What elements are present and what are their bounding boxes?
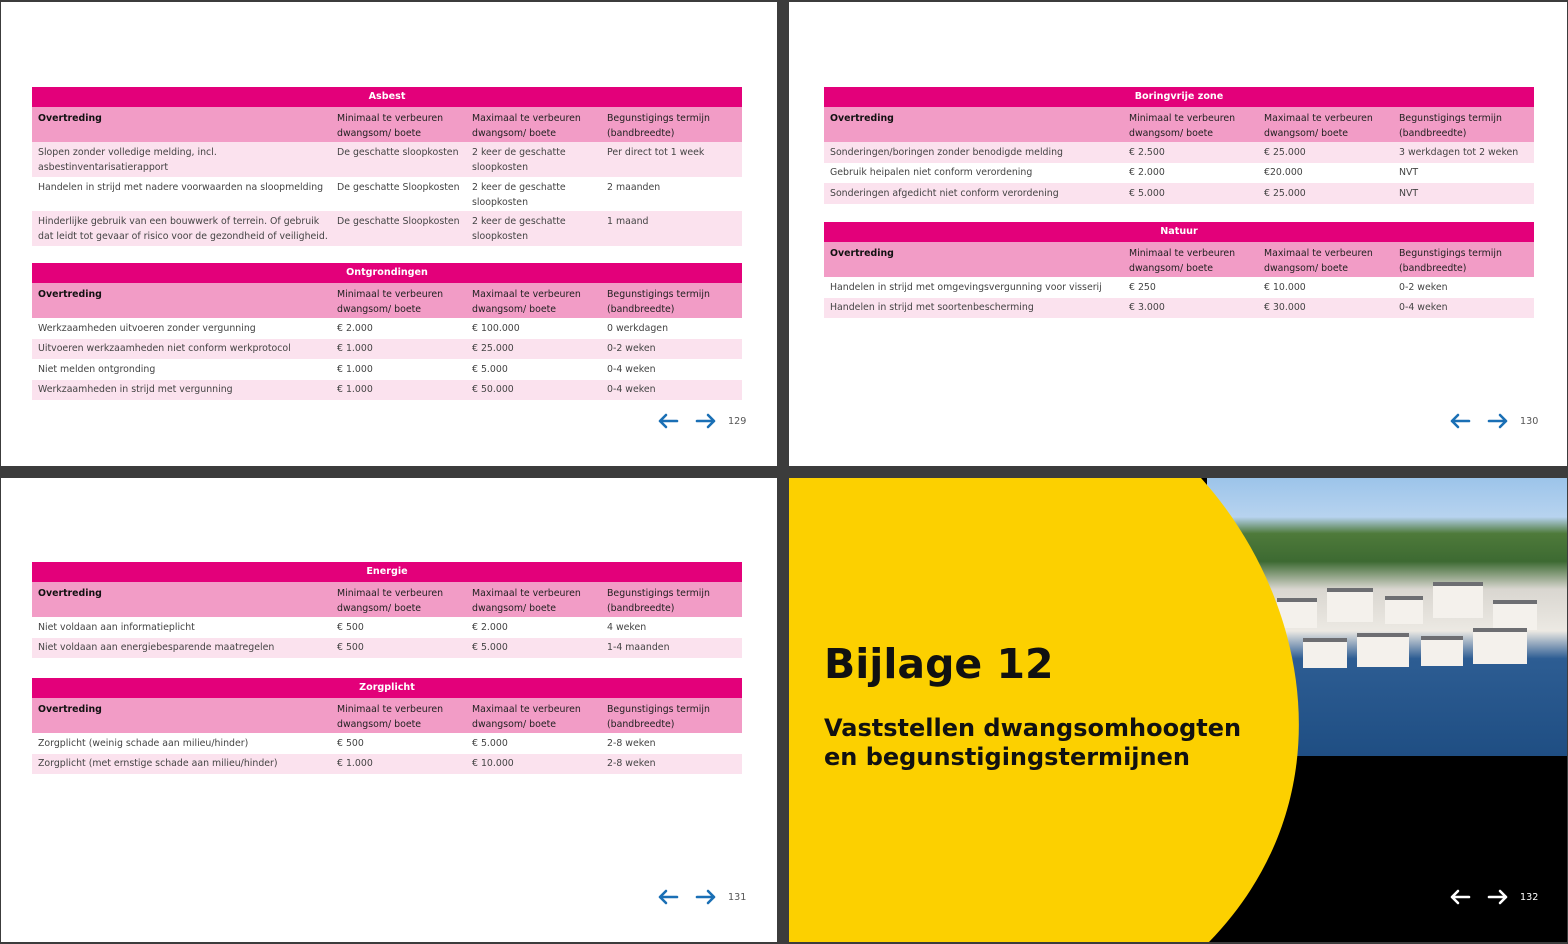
- table-row: [824, 298, 1534, 319]
- table-cell: Niet melden ontgronding: [38, 363, 156, 375]
- table-cell: € 25.000: [1264, 187, 1306, 199]
- table-cell: € 500: [337, 737, 364, 749]
- page-navigation: [656, 888, 746, 906]
- arrow-right-icon[interactable]: [1486, 412, 1512, 430]
- table-row: [32, 318, 742, 339]
- table-cell: Per direct tot 1 week: [607, 147, 705, 158]
- table-header: [824, 107, 1534, 142]
- table-row: [32, 211, 742, 246]
- table-row: [32, 638, 742, 659]
- page-129: [1, 2, 777, 466]
- table-cell: € 3.000: [1129, 302, 1165, 314]
- page-number: 131: [728, 891, 747, 903]
- table-cell: Sonderingen/boringen zonder benodigde melding: [830, 146, 1064, 158]
- page-navigation: [656, 412, 746, 430]
- table-cell: 0 werkdagen: [607, 322, 669, 334]
- table-cell: 0-4 weken: [607, 384, 656, 396]
- table-title: Boringvrije zone: [824, 87, 1534, 107]
- table-cell: € 1.000: [337, 343, 373, 355]
- table-cell: € 10.000: [472, 758, 514, 770]
- table-cell: €20.000: [1264, 167, 1303, 179]
- header-cell: Maximaal te verbeuren dwangsom/ boete: [472, 588, 581, 614]
- table-cell: NVT: [1399, 187, 1419, 199]
- cover-heading: Bijlage 12: [824, 640, 1054, 688]
- table-header: [32, 698, 742, 733]
- table-cell: € 25.000: [1264, 146, 1306, 158]
- table-cell: € 500: [337, 642, 364, 654]
- page-number: 129: [728, 415, 747, 427]
- header-cell: Maximaal te verbeuren dwangsom/ boete: [472, 113, 581, 139]
- table-cell: € 100.000: [472, 322, 520, 334]
- table-cell: Sonderingen afgedicht niet conform verordening: [830, 187, 1059, 199]
- page-number: 130: [1520, 415, 1539, 427]
- table-cell: De geschatte Sloopkosten: [337, 181, 460, 193]
- table-cell: Slopen zonder volledige melding, incl. asbestinventarisatierapport: [38, 147, 217, 173]
- table-cell: € 250: [1129, 281, 1156, 293]
- table-cell: Werkzaamheden in strijd met vergunning: [38, 384, 233, 396]
- page-number: 132: [1520, 891, 1539, 903]
- table-cell: € 30.000: [1264, 302, 1306, 314]
- table-cell: Handelen in strijd met nadere voorwaarden na sloopmelding: [38, 181, 324, 193]
- header-cell: Minimaal te verbeuren dwangsom/ boete: [1129, 248, 1236, 274]
- header-cell: Minimaal te verbeuren dwangsom/ boete: [337, 113, 444, 139]
- table-cell: Handelen in strijd met omgevingsvergunning voor visserij: [830, 281, 1102, 293]
- header-cell: Maximaal te verbeuren dwangsom/ boete: [472, 289, 581, 315]
- table-cell: € 10.000: [1264, 281, 1306, 293]
- header-cell: Overtreding: [38, 289, 102, 300]
- header-cell: Minimaal te verbeuren dwangsom/ boete: [1129, 113, 1236, 139]
- cover-subheading-line: en begunstigingstermijnen: [824, 743, 1190, 771]
- table-cell: Zorgplicht (weinig schade aan milieu/hinder): [38, 737, 249, 749]
- header-cell: Overtreding: [38, 113, 102, 124]
- table-cell: € 5.000: [472, 737, 508, 749]
- table-cell: Gebruik heipalen niet conform verordening: [830, 167, 1033, 179]
- table-cell: NVT: [1399, 167, 1419, 179]
- page-132-cover: [789, 478, 1567, 942]
- table-header: [32, 582, 742, 617]
- table-header: [824, 242, 1534, 277]
- arrow-left-icon[interactable]: [1448, 412, 1474, 430]
- table-row: [32, 754, 742, 775]
- header-cell: Begunstigings termijn (bandbreedte): [607, 704, 710, 730]
- arrow-left-icon[interactable]: [656, 888, 682, 906]
- table-cell: Werkzaamheden uitvoeren zonder vergunning: [38, 322, 256, 334]
- table-cell: Handelen in strijd met soortenbescherming: [830, 302, 1034, 314]
- table-row: [32, 177, 742, 212]
- table-cell: 2 maanden: [607, 181, 661, 193]
- header-cell: Minimaal te verbeuren dwangsom/ boete: [337, 704, 444, 730]
- table-energie: [32, 562, 742, 658]
- table-row: [32, 733, 742, 754]
- table-row: [32, 339, 742, 360]
- header-cell: Overtreding: [830, 248, 894, 259]
- table-cell: De geschatte sloopkosten: [337, 147, 459, 158]
- header-cell: Overtreding: [38, 704, 102, 715]
- table-title: Zorgplicht: [32, 678, 742, 698]
- table-boringvrije-zone: [824, 87, 1534, 204]
- header-cell: Maximaal te verbeuren dwangsom/ boete: [472, 704, 581, 730]
- table-cell: Uitvoeren werkzaamheden niet conform werkprotocol: [38, 343, 291, 355]
- page-131: [1, 478, 777, 942]
- table-cell: 2 keer de geschatte sloopkosten: [472, 181, 566, 208]
- table-cell: Zorgplicht (met ernstige schade aan milieu/hinder): [38, 758, 278, 770]
- table-cell: De geschatte Sloopkosten: [337, 216, 460, 227]
- table-zorgplicht: [32, 678, 742, 774]
- arrow-left-icon[interactable]: [656, 412, 682, 430]
- header-cell: Begunstigings termijn (bandbreedte): [607, 113, 710, 139]
- table-title: Natuur: [824, 222, 1534, 242]
- table-row: [32, 380, 742, 401]
- header-cell: Begunstigings termijn (bandbreedte): [1399, 113, 1502, 139]
- arrow-right-icon[interactable]: [694, 888, 720, 906]
- table-cell: Niet voldaan aan energiebesparende maatregelen: [38, 642, 275, 654]
- table-cell: € 1.000: [337, 758, 373, 770]
- table-cell: Hinderlijke gebruik van een bouwwerk of terrein. Of gebruik dat leidt tot gevaar of risico voor de gezondheid of veiligheid.: [38, 216, 328, 242]
- table-cell: Niet voldaan aan informatieplicht: [38, 621, 195, 633]
- table-row: [824, 163, 1534, 184]
- table-cell: € 50.000: [472, 384, 514, 396]
- table-header: [32, 283, 742, 318]
- table-title: Energie: [32, 562, 742, 582]
- table-cell: € 5.000: [472, 642, 508, 654]
- page-130: [789, 2, 1567, 466]
- cover-subheading: [824, 714, 1264, 772]
- table-cell: 2 keer de geschatte sloopkosten: [472, 216, 566, 242]
- table-ontgrondingen: [32, 263, 742, 400]
- table-asbest: [32, 87, 742, 246]
- table-cell: 2 keer de geschatte sloopkosten: [472, 147, 566, 173]
- cover-subheading-line: Vaststellen dwangsomhoogten: [824, 714, 1242, 742]
- table-cell: 0-4 weken: [607, 363, 656, 375]
- table-cell: 0-2 weken: [1399, 281, 1448, 293]
- header-cell: Begunstigings termijn (bandbreedte): [607, 588, 710, 614]
- table-row: [32, 142, 742, 177]
- table-cell: 0-2 weken: [607, 343, 656, 355]
- page-navigation: [1448, 888, 1538, 906]
- table-cell: 0-4 weken: [1399, 302, 1448, 314]
- table-cell: 3 werkdagen tot 2 weken: [1399, 146, 1519, 158]
- table-cell: 1 maand: [607, 216, 649, 227]
- table-title: Ontgrondingen: [32, 263, 742, 283]
- table-row: [32, 359, 742, 380]
- table-cell: € 500: [337, 621, 364, 633]
- table-cell: € 25.000: [472, 343, 514, 355]
- header-cell: Minimaal te verbeuren dwangsom/ boete: [337, 588, 444, 614]
- table-cell: € 2.000: [337, 322, 373, 334]
- table-header: [32, 107, 742, 142]
- page-navigation: [1448, 412, 1538, 430]
- table-row: [32, 617, 742, 638]
- table-row: [824, 183, 1534, 204]
- header-cell: Begunstigings termijn (bandbreedte): [1399, 248, 1502, 274]
- table-cell: 4 weken: [607, 621, 647, 633]
- table-cell: 2-8 weken: [607, 737, 656, 749]
- table-cell: € 1.000: [337, 363, 373, 375]
- header-cell: Begunstigings termijn (bandbreedte): [607, 289, 710, 315]
- header-cell: Overtreding: [830, 113, 894, 124]
- header-cell: Overtreding: [38, 588, 102, 599]
- table-cell: € 2.000: [1129, 167, 1165, 179]
- arrow-right-icon[interactable]: [1486, 888, 1512, 906]
- header-cell: Minimaal te verbeuren dwangsom/ boete: [337, 289, 444, 315]
- yellow-shape: [789, 478, 1567, 942]
- header-cell: Maximaal te verbeuren dwangsom/ boete: [1264, 113, 1373, 139]
- table-cell: € 2.500: [1129, 146, 1165, 158]
- arrow-right-icon[interactable]: [694, 412, 720, 430]
- table-natuur: [824, 222, 1534, 318]
- table-cell: 2-8 weken: [607, 758, 656, 770]
- table-cell: € 5.000: [472, 363, 508, 375]
- table-title: Asbest: [32, 87, 742, 107]
- table-cell: € 5.000: [1129, 187, 1165, 199]
- header-cell: Maximaal te verbeuren dwangsom/ boete: [1264, 248, 1373, 274]
- table-cell: € 1.000: [337, 384, 373, 396]
- table-row: [824, 142, 1534, 163]
- arrow-left-icon[interactable]: [1448, 888, 1474, 906]
- table-row: [824, 277, 1534, 298]
- table-cell: € 2.000: [472, 621, 508, 633]
- table-cell: 1-4 maanden: [607, 642, 670, 654]
